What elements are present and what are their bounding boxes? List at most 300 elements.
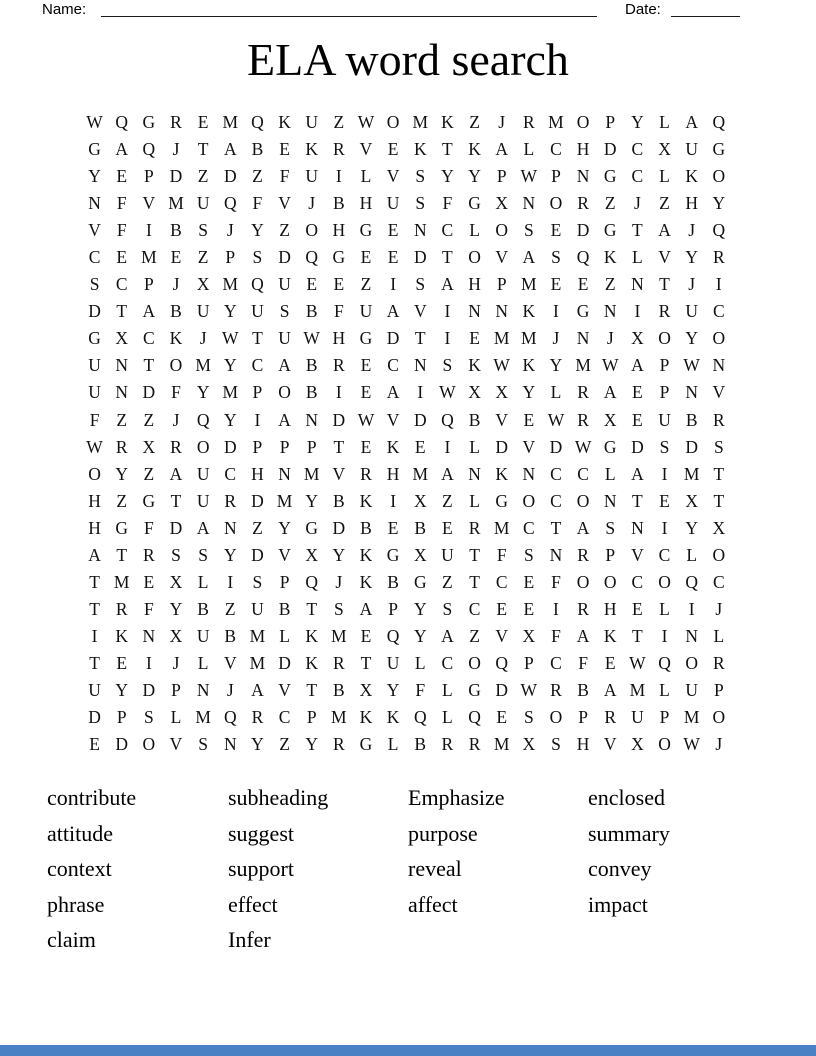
grid-letter: C <box>468 598 481 619</box>
grid-letter: F <box>252 193 263 214</box>
grid-letter: B <box>224 625 237 646</box>
grid-letter: Y <box>278 517 291 538</box>
grid-letter: I <box>688 598 695 619</box>
grid-letter: P <box>143 274 154 295</box>
grid-letter: O <box>495 220 508 241</box>
grid-letter: M <box>195 355 211 376</box>
grid-letter: K <box>359 571 373 592</box>
grid-row <box>81 704 734 731</box>
grid-letter: Q <box>251 274 264 295</box>
grid-letter: M <box>249 652 266 673</box>
grid-letter: V <box>223 652 237 673</box>
grid-letter: U <box>305 112 319 133</box>
grid-letter: A <box>251 680 264 700</box>
grid-letter: C <box>658 544 671 565</box>
grid-letter: U <box>278 274 291 295</box>
grid-letter: C <box>550 652 562 673</box>
grid-letter: S <box>523 544 534 565</box>
grid-letter: U <box>278 328 291 349</box>
grid-letter: S <box>415 193 426 214</box>
grid-letter: T <box>632 490 643 511</box>
grid-letter: B <box>170 220 182 241</box>
grid-letter: Y <box>712 193 726 214</box>
grid-letter: K <box>115 625 129 646</box>
grid-letter: D <box>603 139 617 160</box>
grid-letter: F <box>143 598 154 619</box>
grid-letter: P <box>523 652 534 673</box>
grid-letter: W <box>222 328 239 349</box>
grid-letter: D <box>576 220 590 241</box>
grid-letter: E <box>496 707 508 728</box>
grid-letter: H <box>88 490 101 511</box>
grid-letter: Z <box>469 625 480 646</box>
grid-letter: Y <box>413 598 427 619</box>
grid-row <box>81 325 734 352</box>
grid-letter: H <box>332 220 346 241</box>
grid-row <box>81 515 734 542</box>
grid-letter: T <box>713 490 725 511</box>
grid-letter: N <box>115 355 129 376</box>
grid-letter: M <box>412 463 429 484</box>
grid-letter: Y <box>223 409 237 430</box>
grid-letter: R <box>170 112 182 133</box>
grid-letter: C <box>251 355 264 376</box>
grid-row <box>81 244 734 271</box>
grid-letter: Z <box>197 166 209 187</box>
grid-letter: F <box>116 193 127 214</box>
grid-letter: P <box>225 247 236 268</box>
grid-letter: C <box>143 328 155 349</box>
grid-letter: B <box>305 355 318 376</box>
grid-letter: T <box>89 571 100 592</box>
grid-letter: V <box>142 193 156 214</box>
grid-letter: P <box>171 680 181 700</box>
grid-letter: L <box>659 680 670 700</box>
grid-letter: S <box>252 571 263 592</box>
grid-letter: A <box>441 274 454 295</box>
grid-letter: E <box>387 517 399 538</box>
grid-letter: Y <box>685 517 698 538</box>
grid-letter: A <box>359 598 373 619</box>
grid-letter: I <box>444 328 451 349</box>
grid-letter: M <box>222 382 239 403</box>
grid-letter: C <box>550 490 562 511</box>
grid-letter: Z <box>143 463 155 484</box>
grid-letter: R <box>604 707 617 728</box>
grid-row <box>81 461 734 488</box>
grid-letter: R <box>712 652 725 673</box>
grid-letter: A <box>685 112 698 133</box>
grid-letter: J <box>226 680 234 700</box>
grid-letter: E <box>659 490 670 511</box>
grid-letter: Q <box>468 707 481 728</box>
grid-letter: D <box>685 436 698 457</box>
word-list-column-1 <box>47 780 136 958</box>
word-item: phrase <box>47 891 105 917</box>
grid-letter: W <box>439 382 456 403</box>
grid-letter: W <box>357 409 375 430</box>
grid-letter: Z <box>279 734 290 755</box>
grid-letter: D <box>413 409 427 430</box>
word-item: claim <box>47 927 96 953</box>
grid-letter: M <box>629 680 646 700</box>
grid-letter: T <box>442 247 453 268</box>
grid-letter: L <box>197 571 209 592</box>
grid-letter: E <box>387 247 399 268</box>
grid-letter: X <box>359 680 373 700</box>
grid-letter: S <box>171 544 181 565</box>
grid-letter: E <box>143 571 155 592</box>
grid-letter: Z <box>604 274 616 295</box>
grid-letter: X <box>169 571 183 592</box>
grid-letter: Z <box>116 490 128 511</box>
grid-letter: U <box>631 707 644 728</box>
grid-letter: O <box>712 328 726 349</box>
grid-letter: Z <box>442 490 453 511</box>
grid-letter: D <box>142 680 156 700</box>
grid-letter: S <box>442 355 453 376</box>
word-item: convey <box>588 856 652 882</box>
grid-letter: R <box>143 544 155 565</box>
grid-letter: Q <box>413 707 427 728</box>
grid-letter: B <box>332 680 345 700</box>
grid-letter: N <box>631 517 644 538</box>
grid-letter: G <box>359 328 373 349</box>
grid-letter: Z <box>659 193 670 214</box>
grid-letter: E <box>306 274 318 295</box>
grid-letter: A <box>278 409 291 430</box>
grid-letter: V <box>658 247 671 268</box>
grid-letter: S <box>415 274 426 295</box>
grid-letter: O <box>658 328 671 349</box>
grid-letter: L <box>414 652 426 673</box>
grid-letter: L <box>442 707 453 728</box>
grid-letter: J <box>606 328 614 349</box>
grid-letter: Q <box>441 409 454 430</box>
grid-letter: T <box>550 517 562 538</box>
grid-letter: S <box>551 734 561 755</box>
word-list-column-4 <box>588 780 670 922</box>
grid-letter: I <box>335 166 342 187</box>
grid-letter: Q <box>305 571 319 592</box>
grid-letter: Z <box>360 274 372 295</box>
grid-letter: X <box>712 517 726 538</box>
grid-letter: R <box>577 598 589 619</box>
grid-letter: T <box>170 490 182 511</box>
grid-letter: B <box>360 517 372 538</box>
grid-letter: Q <box>685 571 698 592</box>
grid-letter: T <box>306 598 318 619</box>
grid-letter: K <box>359 490 373 511</box>
grid-letter: M <box>222 112 239 133</box>
grid-letter: X <box>522 625 536 646</box>
grid-letter: F <box>415 680 426 700</box>
grid-letter: W <box>493 355 510 376</box>
grid-letter: U <box>88 355 101 376</box>
grid-letter: E <box>360 382 372 403</box>
grid-letter: I <box>227 571 234 592</box>
grid-letter: Y <box>685 328 698 349</box>
grid-row <box>81 163 734 190</box>
grid-row <box>81 407 734 434</box>
grid-letter: M <box>521 328 537 349</box>
grid-letter: V <box>522 436 536 457</box>
grid-letter: G <box>712 139 726 160</box>
grid-letter: R <box>441 734 454 755</box>
grid-letter: Z <box>469 112 480 133</box>
grid-letter: U <box>386 193 400 214</box>
grid-letter: F <box>143 517 154 538</box>
grid-letter: U <box>685 301 698 322</box>
grid-letter: G <box>495 490 508 511</box>
grid-letter: P <box>605 544 616 565</box>
word-item: contribute <box>47 785 137 810</box>
grid-letter: E <box>523 409 535 430</box>
grid-letter: M <box>331 625 347 646</box>
grid-letter: J <box>172 139 180 160</box>
grid-letter: L <box>387 734 399 755</box>
grid-letter: E <box>333 274 345 295</box>
grid-letter: Q <box>223 193 237 214</box>
grid-letter: P <box>143 166 154 187</box>
grid-letter: E <box>89 734 100 755</box>
grid-letter: I <box>715 274 722 295</box>
grid-letter: R <box>712 247 725 268</box>
grid-letter: N <box>196 680 210 700</box>
grid-letter: E <box>116 247 128 268</box>
grid-letter: C <box>712 571 725 592</box>
grid-letter: P <box>551 166 561 187</box>
grid-letter: O <box>88 463 101 484</box>
grid-letter: Z <box>116 409 128 430</box>
grid-letter: I <box>145 652 152 673</box>
grid-letter: I <box>444 301 451 322</box>
grid-letter: B <box>414 517 427 538</box>
grid-letter: X <box>196 274 210 295</box>
grid-letter: R <box>658 301 671 322</box>
grid-letter: O <box>196 436 210 457</box>
grid-letter: I <box>661 463 668 484</box>
grid-letter: J <box>172 409 180 430</box>
grid-letter: D <box>332 409 346 430</box>
grid-letter: R <box>332 734 345 755</box>
grid-letter: H <box>576 734 590 755</box>
grid-letter: S <box>198 544 208 565</box>
grid-letter: H <box>386 463 400 484</box>
grid-letter: C <box>88 247 101 268</box>
grid-letter: C <box>550 463 562 484</box>
grid-letter: I <box>634 301 641 322</box>
grid-letter: O <box>576 112 590 133</box>
grid-letter: M <box>168 193 184 214</box>
grid-letter: X <box>169 625 183 646</box>
grid-letter: J <box>715 734 723 755</box>
grid-letter: F <box>578 652 588 673</box>
grid-letter: B <box>332 490 345 511</box>
grid-letter: S <box>523 707 534 728</box>
grid-letter: R <box>522 112 535 133</box>
grid-letter: P <box>713 680 724 700</box>
grid-letter: L <box>632 247 643 268</box>
grid-letter: Y <box>413 625 427 646</box>
grid-letter: M <box>683 463 700 484</box>
grid-letter: Y <box>251 734 264 755</box>
grid-letter: R <box>224 490 237 511</box>
grid-row <box>81 677 734 704</box>
grid-letter: Y <box>223 301 237 322</box>
grid-letter: I <box>661 517 668 538</box>
grid-letter: L <box>469 490 480 511</box>
grid-letter: V <box>359 139 373 160</box>
grid-letter: U <box>305 166 319 187</box>
grid-letter: O <box>169 355 183 376</box>
grid-letter: E <box>414 436 426 457</box>
grid-letter: A <box>142 301 156 322</box>
grid-letter: F <box>551 571 561 592</box>
grid-letter: M <box>521 274 537 295</box>
grid-letter: A <box>386 301 400 322</box>
grid-letter: N <box>495 301 508 322</box>
word-item: purpose <box>408 820 478 846</box>
grid-letter: A <box>631 355 644 376</box>
grid-row <box>81 379 734 406</box>
grid-letter: A <box>522 247 536 268</box>
grid-letter: M <box>113 571 130 592</box>
grid-letter: D <box>251 490 264 511</box>
grid-letter: F <box>551 625 561 646</box>
grid-letter: W <box>683 355 700 376</box>
grid-letter: P <box>659 707 670 728</box>
grid-letter: W <box>520 680 538 700</box>
grid-letter: L <box>659 598 670 619</box>
grid-letter: T <box>659 274 670 295</box>
grid-letter: I <box>553 301 559 322</box>
grid-letter: K <box>386 436 400 457</box>
grid-letter: Q <box>712 220 726 241</box>
grid-letter: T <box>89 598 100 619</box>
grid-row <box>81 569 734 596</box>
letter-grid <box>81 109 734 758</box>
grid-letter: R <box>550 680 562 700</box>
grid-letter: P <box>496 274 507 295</box>
grid-letter: P <box>279 436 290 457</box>
grid-letter: E <box>469 328 480 349</box>
grid-letter: I <box>444 436 451 457</box>
grid-letter: O <box>522 490 536 511</box>
grid-letter: P <box>279 571 290 592</box>
grid-letter: D <box>549 436 563 457</box>
grid-letter: E <box>632 382 643 403</box>
grid-letter: M <box>249 625 266 646</box>
grid-letter: B <box>305 382 318 403</box>
grid-letter: A <box>88 544 101 565</box>
grid-letter: N <box>576 328 590 349</box>
grid-letter: K <box>413 139 427 160</box>
grid-letter: E <box>360 247 372 268</box>
grid-letter: R <box>332 355 345 376</box>
grid-letter: E <box>360 625 372 646</box>
grid-letter: Z <box>279 220 290 241</box>
grid-letter: T <box>469 544 480 565</box>
grid-letter: U <box>196 193 210 214</box>
grid-letter: J <box>552 328 560 349</box>
grid-letter: B <box>197 598 209 619</box>
grid-letter: A <box>441 463 454 484</box>
grid-letter: S <box>713 436 724 457</box>
date-label: Date: <box>625 1 661 18</box>
grid-letter: J <box>688 220 696 241</box>
grid-letter: T <box>713 463 725 484</box>
grid-letter: P <box>659 355 670 376</box>
grid-letter: Q <box>305 247 319 268</box>
grid-row <box>81 271 734 298</box>
grid-letter: B <box>468 409 481 430</box>
grid-letter: N <box>278 463 291 484</box>
grid-letter: T <box>632 220 643 241</box>
grid-letter: H <box>603 598 617 619</box>
grid-letter: T <box>360 652 372 673</box>
grid-letter: L <box>360 166 372 187</box>
grid-letter: O <box>576 490 590 511</box>
grid-letter: L <box>279 625 290 646</box>
grid-letter: T <box>333 436 345 457</box>
grid-letter: J <box>688 274 696 295</box>
grid-letter: G <box>576 301 590 322</box>
grid-letter: M <box>548 112 564 133</box>
grid-letter: C <box>712 301 725 322</box>
grid-row <box>81 488 734 515</box>
grid-letter: J <box>498 112 506 133</box>
grid-letter: L <box>442 680 453 700</box>
grid-letter: U <box>196 625 210 646</box>
word-item: attitude <box>47 820 113 846</box>
grid-letter: A <box>441 625 454 646</box>
grid-letter: P <box>659 382 670 403</box>
grid-letter: X <box>413 490 427 511</box>
grid-letter: K <box>386 707 400 728</box>
grid-letter: S <box>523 220 534 241</box>
grid-letter: J <box>199 328 207 349</box>
grid-letter: K <box>495 463 508 484</box>
grid-letter: B <box>305 301 318 322</box>
grid-letter: G <box>305 517 319 538</box>
grid-letter: S <box>252 247 263 268</box>
grid-letter: S <box>551 247 561 268</box>
grid-letter: P <box>578 707 588 728</box>
grid-letter: D <box>278 247 291 268</box>
grid-letter: S <box>605 517 616 538</box>
grid-letter: Y <box>305 490 319 511</box>
grid-letter: I <box>553 598 559 619</box>
word-item: affect <box>408 891 458 917</box>
grid-letter: W <box>520 166 538 187</box>
grid-letter: R <box>468 517 481 538</box>
grid-letter: G <box>359 734 373 755</box>
grid-letter: K <box>522 355 536 376</box>
grid-letter: H <box>468 274 481 295</box>
grid-letter: F <box>333 301 344 322</box>
grid-letter: A <box>658 220 671 241</box>
word-item: Infer <box>228 927 271 953</box>
grid-letter: N <box>603 490 617 511</box>
grid-letter: L <box>659 166 670 187</box>
grid-letter: D <box>88 707 101 728</box>
grid-row <box>81 298 734 325</box>
grid-letter: Q <box>576 247 590 268</box>
grid-letter: B <box>387 571 399 592</box>
grid-letter: Z <box>333 112 345 133</box>
grid-letter: E <box>604 652 616 673</box>
